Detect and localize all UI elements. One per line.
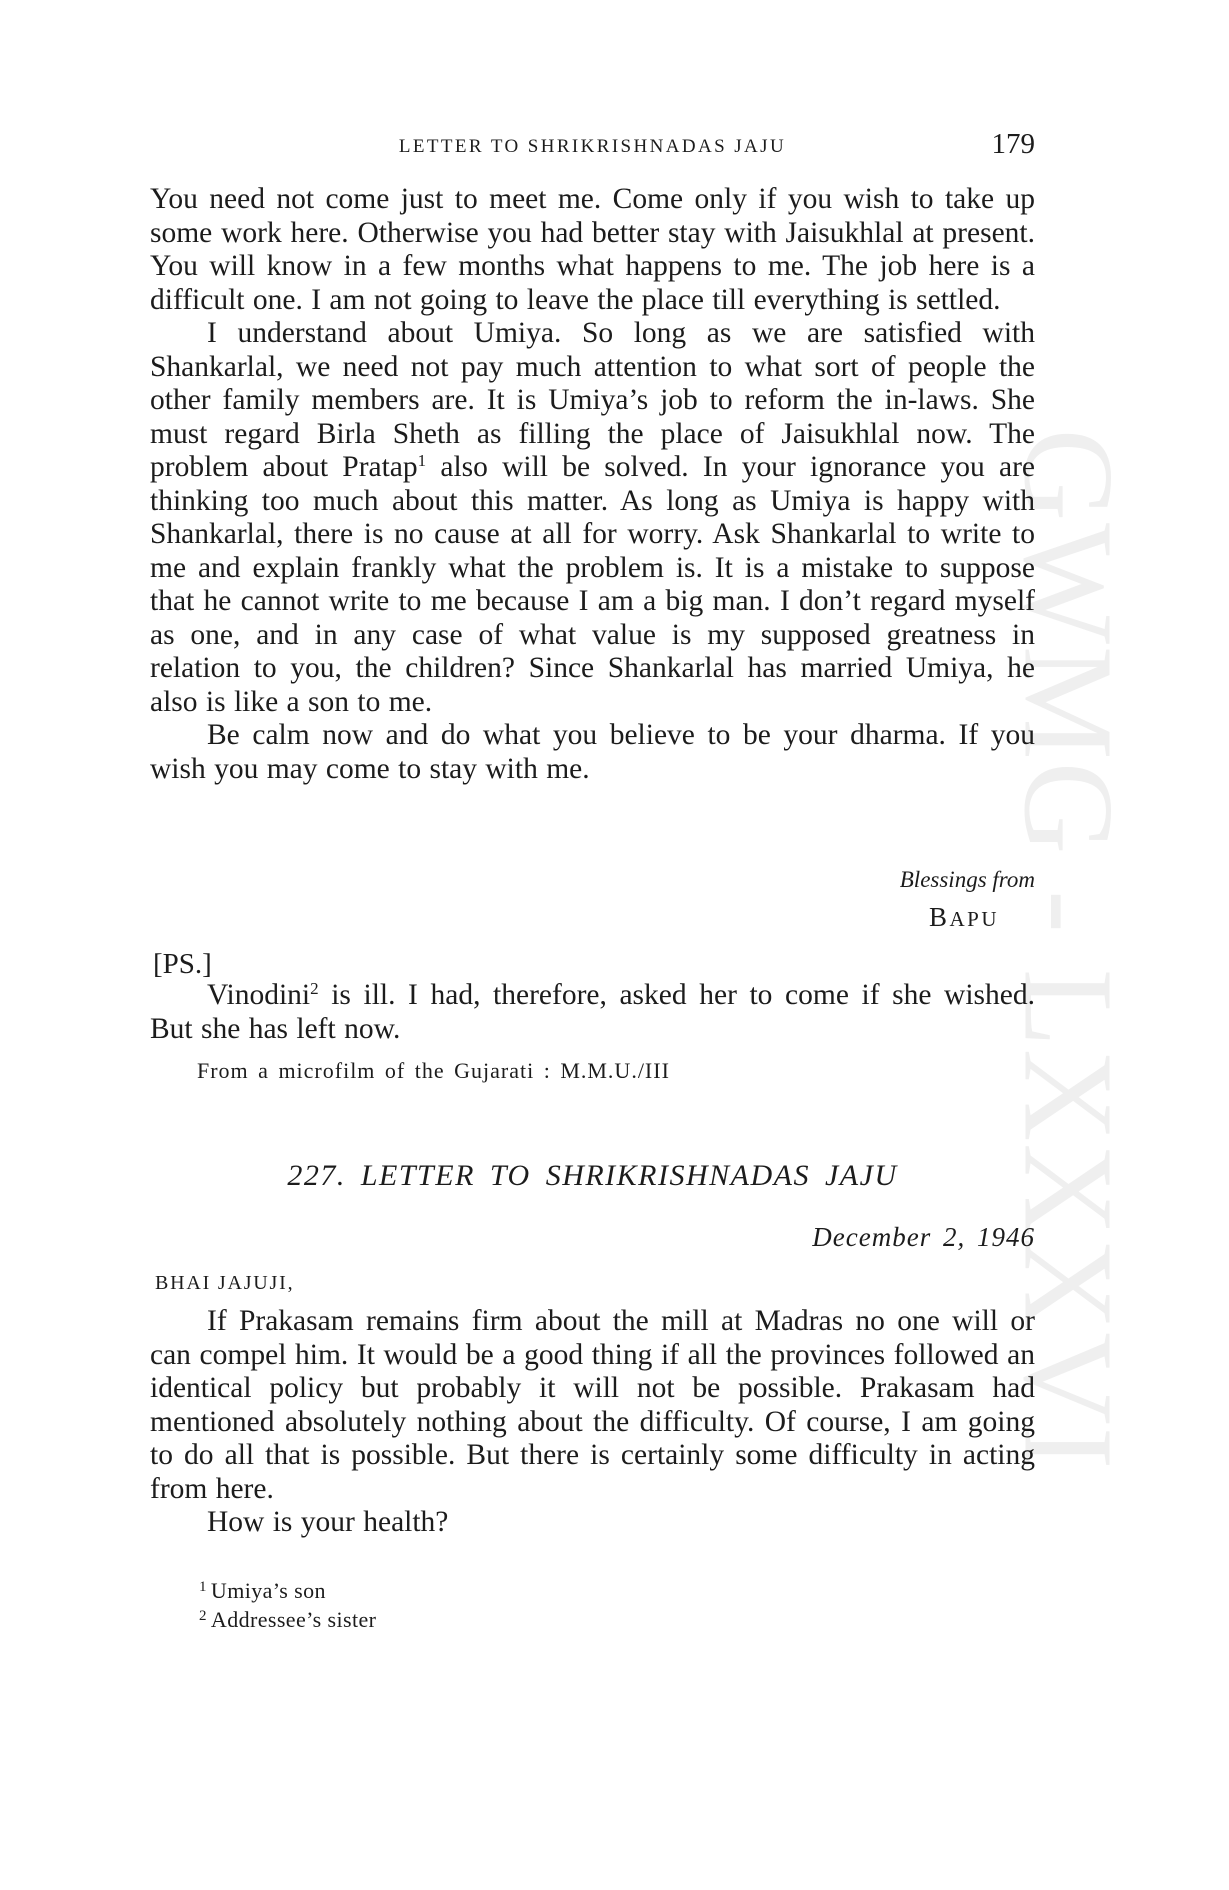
postscript <box>150 979 1035 1046</box>
running-title: LETTER TO SHRIKRISHNADAS JAJU <box>398 136 787 157</box>
postscript-body: is ill. I had, therefore, asked her to come if she wished. But she has left now. <box>150 979 1035 1045</box>
closing-text: Blessings from <box>899 867 1035 892</box>
page-number: 179 <box>991 128 1035 160</box>
letter-one-body <box>150 183 1035 786</box>
paragraph <box>150 317 1035 719</box>
signature <box>900 902 999 933</box>
footnote-ref: 1 <box>417 451 427 470</box>
postscript-text <box>150 979 1035 1046</box>
footnote <box>199 1576 376 1605</box>
footnote-text: Umiya’s son <box>210 1578 326 1603</box>
signature-initial: B <box>928 902 950 932</box>
paragraph-text: I understand about Umiya. So long as we are satisfied with Shankarlal, we need not pay much attention to what sort of people the other family members are. It is Umiya’s job to reform the in-laws. She must regard Birla Sheth as filling the place of Jaisukhlal now. The problem about Pratap <box>150 317 1035 483</box>
ps-label: [PS.] <box>153 948 212 980</box>
paragraph: If Prakasam remains firm about the mill at Madras no one will or can compel him. It would be a good thing if all the provinces followed an identical policy but probably it will not be possible. Prakasam had mentioned absolutely nothing about the difficulty. Of course, I am going to do all that is possible. But there is certainly some difficulty in acting from here. <box>150 1305 1035 1505</box>
salutation: BHAI JAJUJI, <box>155 1272 295 1294</box>
paragraph: How is your health? <box>207 1506 449 1538</box>
letter-two-body <box>150 1305 1035 1540</box>
watermark-text: GWMG - LXXXVI <box>997 428 1140 1472</box>
postscript-name: Vinodini <box>207 979 311 1011</box>
signature-rest: APU <box>949 907 999 931</box>
running-header <box>150 128 1035 168</box>
footnote-mark: 2 <box>199 1608 207 1624</box>
source-note: From a microfilm of the Gujarati : M.M.U./III <box>197 1058 670 1083</box>
signature-block <box>900 866 1035 933</box>
footnote <box>199 1605 376 1634</box>
letter-date: December 2, 1946 <box>812 1222 1035 1252</box>
paragraph: You need not come just to meet me. Come only if you wish to take up some work here. Otherwise you had better stay with Jaisukhlal at present. You will know in a few months what happens to me. The job here is a difficult one. I am not going to leave the place till everything is settled. <box>150 183 1035 316</box>
footnote-ref: 2 <box>310 979 319 998</box>
footnotes <box>199 1576 376 1634</box>
footnote-mark: 1 <box>199 1579 207 1595</box>
paragraph: Be calm now and do what you believe to be your dharma. If you wish you may come to stay with me. <box>150 719 1035 785</box>
footnote-text: Addressee’s sister <box>210 1607 377 1632</box>
paragraph-text: also will be solved. In your ignorance you are thinking too much about this matter. As long as Umiya is happy with Shankarlal, there is no cause at all for worry. Ask Shankarlal to write to me and explain frankly what the problem is. It is a mistake to suppose that he cannot write to me because I am a big man. I don’t regard myself as one, and in any case of what value is my supposed greatness in relation to you, the children? Since Shankarlal has married Umiya, he also is like a son to me. <box>150 451 1035 718</box>
letter-heading: 227. LETTER TO SHRIKRISHNADAS JAJU <box>287 1159 898 1192</box>
